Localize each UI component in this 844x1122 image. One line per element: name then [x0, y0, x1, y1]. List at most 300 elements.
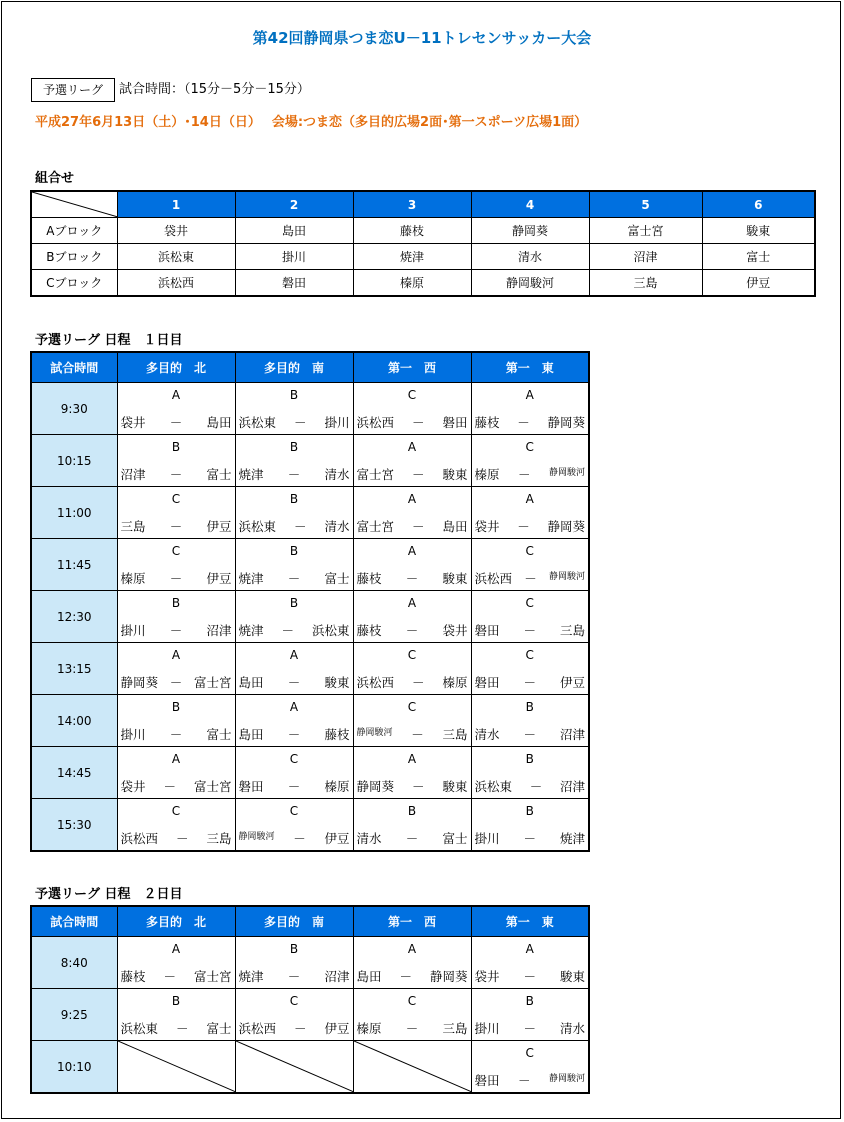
match-block: B: [171, 700, 181, 714]
match-cell: [471, 435, 589, 487]
team-away: 清水: [324, 519, 350, 534]
match-cell: [235, 643, 353, 695]
versus-dash: －: [411, 675, 425, 690]
match-time-cell: 11:45: [31, 539, 117, 591]
versus-dash: －: [405, 1021, 419, 1036]
team-cell: 富士宮: [589, 218, 702, 244]
team-home: 榛原: [120, 571, 146, 586]
team-home: 掛川: [474, 1021, 500, 1036]
schedule-row: [31, 937, 589, 989]
versus-dash: －: [175, 831, 189, 846]
match-cell: [235, 539, 353, 591]
team-home: 袋井: [474, 969, 500, 984]
match-block: C: [525, 440, 534, 454]
team-away: 三島: [206, 831, 232, 846]
team-away: 島田: [206, 415, 232, 430]
match-cell: [353, 989, 471, 1041]
match-cell: [353, 487, 471, 539]
match-block: C: [171, 804, 181, 818]
team-home: 沼津: [120, 467, 146, 482]
versus-dash: －: [169, 675, 183, 690]
match-cell: [117, 539, 235, 591]
team-cell: 駿東: [702, 218, 815, 244]
match-block: C: [407, 648, 417, 662]
match-block: A: [525, 942, 534, 956]
field-header: 多目的 南: [235, 352, 353, 383]
team-home: 藤枝: [356, 571, 382, 586]
match-teams: [121, 621, 232, 639]
match-block: A: [407, 752, 417, 766]
team-home: 浜松西: [120, 831, 159, 846]
match-teams: [239, 673, 350, 691]
versus-dash: －: [293, 519, 307, 534]
versus-dash: －: [163, 969, 176, 984]
match-block: C: [525, 544, 534, 558]
team-home: 富士宮: [356, 467, 395, 482]
match-cell: [353, 643, 471, 695]
match-cell: [471, 1041, 589, 1094]
match-teams: [357, 413, 468, 431]
team-away: 伊豆: [206, 519, 232, 534]
team-home: 磐田: [474, 1073, 500, 1088]
match-cell: [235, 487, 353, 539]
field-header: 多目的 南: [235, 906, 353, 937]
versus-dash: －: [517, 519, 530, 534]
column-header: 3: [353, 191, 471, 218]
match-teams: [121, 569, 232, 587]
match-teams: [121, 413, 232, 431]
versus-dash: －: [287, 467, 301, 482]
time-header: 試合時間: [31, 906, 117, 937]
match-block: B: [525, 752, 534, 766]
match-teams: [121, 517, 232, 535]
team-away: 掛川: [324, 415, 350, 430]
versus-dash: －: [517, 415, 530, 430]
versus-dash: －: [287, 969, 301, 984]
match-cell: [117, 591, 235, 643]
team-away: 沼津: [559, 727, 585, 742]
versus-dash: －: [287, 727, 301, 742]
schedule-row: [31, 435, 589, 487]
match-teams: [357, 777, 468, 795]
match-teams: [357, 829, 468, 847]
team-away: 焼津: [559, 831, 585, 846]
team-cell: 富士: [702, 244, 815, 270]
team-home: 焼津: [238, 623, 264, 638]
field-header: 第一 西: [353, 906, 471, 937]
field-header: 第一 西: [353, 352, 471, 383]
team-away: 浜松東: [311, 623, 350, 638]
match-time-cell: 11:00: [31, 487, 117, 539]
team-home: 掛川: [474, 831, 500, 846]
match-cell: [471, 989, 589, 1041]
team-away: 清水: [324, 467, 350, 482]
match-teams: [357, 517, 468, 535]
match-block: A: [171, 752, 181, 766]
team-cell: 磐田: [235, 270, 353, 297]
team-away: 三島: [442, 727, 468, 742]
team-away: 袋井: [442, 623, 468, 638]
team-home: 静岡駿河: [238, 832, 275, 842]
match-teams: [239, 829, 350, 847]
team-away: 清水: [559, 1021, 585, 1036]
team-cell: 浜松東: [117, 244, 235, 270]
match-block: C: [407, 994, 417, 1008]
team-cell: 焼津: [353, 244, 471, 270]
team-away: 静岡葵: [547, 519, 585, 534]
match-cell: [471, 937, 589, 989]
match-cell: [353, 747, 471, 799]
match-block: A: [171, 388, 181, 402]
schedule-row: [31, 487, 589, 539]
match-teams: [121, 777, 232, 795]
match-block: A: [289, 648, 299, 662]
match-time-cell: 14:00: [31, 695, 117, 747]
match-cell: [353, 383, 471, 435]
match-block: C: [289, 994, 299, 1008]
versus-dash: －: [169, 467, 183, 482]
match-teams: [121, 673, 232, 691]
team-away: 島田: [442, 519, 468, 534]
match-teams: [475, 1019, 586, 1037]
match-teams: [239, 967, 350, 985]
match-teams: [475, 829, 586, 847]
match-teams: [475, 673, 586, 691]
match-teams: [357, 725, 468, 743]
team-away: 富士宮: [193, 675, 232, 690]
combination-row: [31, 244, 815, 270]
match-block: B: [525, 700, 534, 714]
team-home: 焼津: [238, 969, 264, 984]
field-header: 多目的 北: [117, 352, 235, 383]
team-home: 浜松東: [238, 519, 277, 534]
combination-row: [31, 270, 815, 297]
match-cell: [353, 435, 471, 487]
match-cell: [117, 989, 235, 1041]
match-block: B: [289, 596, 299, 610]
team-cell: 清水: [471, 244, 589, 270]
empty-match-cell: [353, 1041, 471, 1094]
team-home: 磐田: [474, 623, 500, 638]
team-away: 沼津: [559, 779, 585, 794]
diagonal-line: [354, 1041, 472, 1092]
block-label: Cブロック: [31, 270, 117, 297]
team-home: 静岡葵: [356, 779, 395, 794]
team-cell: 静岡駿河: [471, 270, 589, 297]
versus-dash: －: [169, 623, 183, 638]
match-block: A: [525, 388, 534, 402]
versus-dash: －: [523, 1021, 536, 1036]
day1-title: 予選リーグ 日程 １日目: [35, 333, 183, 348]
match-block: B: [289, 544, 299, 558]
versus-dash: －: [523, 675, 536, 690]
match-cell: [235, 747, 353, 799]
match-teams: [239, 569, 350, 587]
team-away: 沼津: [206, 623, 232, 638]
versus-dash: －: [405, 623, 419, 638]
team-away: 静岡葵: [429, 969, 468, 984]
schedule-row: [31, 747, 589, 799]
corner-cell: [31, 191, 117, 218]
match-cell: [471, 539, 589, 591]
team-away: 静岡葵: [547, 415, 585, 430]
team-cell: 島田: [235, 218, 353, 244]
combination-table: [30, 190, 816, 297]
team-away: 富士宮: [193, 779, 232, 794]
match-teams: [239, 621, 350, 639]
schedule-row: [31, 695, 589, 747]
combination-header-row: [31, 191, 815, 218]
versus-dash: －: [405, 831, 419, 846]
team-home: 三島: [120, 519, 146, 534]
match-teams: [121, 967, 232, 985]
versus-dash: －: [411, 779, 425, 794]
match-cell: [235, 937, 353, 989]
team-away: 伊豆: [324, 1021, 350, 1036]
empty-match-cell: [235, 1041, 353, 1094]
versus-dash: －: [293, 1021, 307, 1036]
team-away: 駿東: [442, 467, 468, 482]
team-away: 駿東: [442, 571, 468, 586]
team-home: 袋井: [120, 415, 146, 430]
team-home: 静岡駿河: [356, 728, 393, 738]
schedule-row: [31, 383, 589, 435]
match-teams: [239, 725, 350, 743]
match-cell: [471, 591, 589, 643]
match-teams: [121, 465, 232, 483]
day2-title: 予選リーグ 日程 ２日目: [35, 887, 183, 902]
match-time-cell: 9:30: [31, 383, 117, 435]
block-label: Bブロック: [31, 244, 117, 270]
versus-dash: －: [169, 727, 183, 742]
match-block: B: [289, 388, 299, 402]
team-cell: 袋井: [117, 218, 235, 244]
match-block: B: [289, 492, 299, 506]
match-teams: [475, 777, 586, 795]
versus-dash: －: [287, 571, 301, 586]
match-cell: [471, 747, 589, 799]
field-header: 第一 東: [471, 906, 589, 937]
match-teams: [357, 673, 468, 691]
combination-row: [31, 218, 815, 244]
versus-dash: －: [405, 571, 419, 586]
team-away: 伊豆: [206, 571, 232, 586]
date-venue: 平成27年6月13日（土）･14日（日） 会場:つま恋（多目的広場2面･第一スポーツ広場1面）: [35, 115, 588, 130]
match-block: C: [407, 388, 417, 402]
team-away: 富士: [206, 727, 232, 742]
team-home: 焼津: [238, 467, 264, 482]
match-block: A: [525, 492, 534, 506]
team-away: 富士: [324, 571, 350, 586]
match-cell: [235, 591, 353, 643]
match-cell: [235, 695, 353, 747]
empty-match-cell: [117, 1041, 235, 1094]
match-block: C: [407, 700, 417, 714]
page-title: 第42回静岡県つま恋U－11トレセンサッカー大会: [252, 29, 592, 47]
team-away: 榛原: [442, 675, 468, 690]
versus-dash: －: [163, 779, 176, 794]
team-home: 浜松東: [238, 415, 277, 430]
match-teams: [239, 465, 350, 483]
match-teams: [357, 967, 468, 985]
match-teams: [357, 569, 468, 587]
team-away: 富士: [442, 831, 468, 846]
time-header: 試合時間: [31, 352, 117, 383]
schedule-row: [31, 539, 589, 591]
team-away: 藤枝: [324, 727, 350, 742]
match-block: B: [171, 994, 181, 1008]
match-teams: [121, 725, 232, 743]
match-teams: [475, 413, 586, 431]
match-time-cell: 9:25: [31, 989, 117, 1041]
league-label: 予選リーグ: [31, 78, 115, 102]
match-teams: [357, 621, 468, 639]
team-home: 袋井: [120, 779, 146, 794]
schedule-header-row: [31, 906, 589, 937]
team-home: 掛川: [120, 727, 146, 742]
team-away: 富士: [206, 1021, 232, 1036]
team-cell: 藤枝: [353, 218, 471, 244]
match-cell: [471, 383, 589, 435]
team-home: 浜松西: [356, 675, 395, 690]
match-cell: [235, 435, 353, 487]
team-away: 三島: [559, 623, 585, 638]
match-block: B: [171, 440, 181, 454]
match-cell: [471, 487, 589, 539]
match-cell: [353, 695, 471, 747]
versus-dash: －: [411, 467, 425, 482]
versus-dash: －: [287, 779, 301, 794]
match-cell: [235, 383, 353, 435]
team-home: 静岡葵: [120, 675, 159, 690]
match-block: A: [407, 596, 417, 610]
match-block: C: [171, 544, 181, 558]
versus-dash: －: [169, 519, 183, 534]
match-teams: [475, 569, 586, 587]
team-cell: 掛川: [235, 244, 353, 270]
versus-dash: －: [399, 969, 412, 984]
team-home: 清水: [474, 727, 500, 742]
team-cell: 榛原: [353, 270, 471, 297]
team-home: 浜松東: [474, 779, 513, 794]
match-block: A: [407, 440, 417, 454]
team-home: 富士宮: [356, 519, 395, 534]
schedule-header-row: [31, 352, 589, 383]
match-block: C: [525, 596, 534, 610]
match-teams: [239, 517, 350, 535]
match-block: C: [525, 648, 534, 662]
schedule-row: [31, 799, 589, 852]
match-cell: [235, 799, 353, 852]
match-teams: [121, 1019, 232, 1037]
team-away: 伊豆: [559, 675, 585, 690]
team-away: 駿東: [559, 969, 585, 984]
versus-dash: －: [281, 623, 294, 638]
diagonal-line: [118, 1041, 236, 1092]
match-block: A: [407, 544, 417, 558]
versus-dash: －: [175, 1021, 189, 1036]
schedule-row: [31, 643, 589, 695]
match-block: A: [407, 492, 417, 506]
versus-dash: －: [169, 571, 183, 586]
versus-dash: －: [411, 727, 424, 742]
team-home: 島田: [238, 675, 264, 690]
team-away: 静岡駿河: [548, 1074, 585, 1084]
match-cell: [471, 643, 589, 695]
match-cell: [117, 435, 235, 487]
match-teams: [475, 465, 586, 483]
versus-dash: －: [169, 415, 183, 430]
match-time-cell: 8:40: [31, 937, 117, 989]
match-block: A: [289, 700, 299, 714]
versus-dash: －: [529, 779, 543, 794]
schedule-row: [31, 989, 589, 1041]
team-home: 磐田: [238, 779, 264, 794]
match-teams: [475, 621, 586, 639]
versus-dash: －: [517, 1073, 531, 1088]
team-away: 磐田: [442, 415, 468, 430]
diagonal-line: [32, 192, 118, 217]
match-block: B: [525, 804, 534, 818]
team-home: 藤枝: [356, 623, 382, 638]
match-cell: [471, 695, 589, 747]
team-home: 掛川: [120, 623, 146, 638]
versus-dash: －: [411, 519, 425, 534]
team-home: 島田: [356, 969, 382, 984]
match-teams: [121, 829, 232, 847]
versus-dash: －: [411, 415, 425, 430]
match-cell: [117, 937, 235, 989]
match-block: B: [407, 804, 417, 818]
team-away: 三島: [442, 1021, 468, 1036]
match-time-cell: 10:10: [31, 1041, 117, 1094]
match-time-cell: 10:15: [31, 435, 117, 487]
match-block: C: [171, 492, 181, 506]
team-home: 藤枝: [120, 969, 146, 984]
match-teams: [475, 517, 586, 535]
versus-dash: －: [517, 467, 531, 482]
match-teams: [239, 1019, 350, 1037]
match-cell: [353, 937, 471, 989]
match-block: B: [171, 596, 181, 610]
match-cell: [117, 747, 235, 799]
team-away: 富士宮: [193, 969, 232, 984]
match-block: B: [525, 994, 534, 1008]
match-cell: [117, 799, 235, 852]
versus-dash: －: [293, 831, 306, 846]
team-home: 浜松東: [120, 1021, 159, 1036]
team-away: 静岡駿河: [548, 468, 585, 478]
match-teams: [475, 967, 586, 985]
field-header: 第一 東: [471, 352, 589, 383]
match-block: A: [171, 942, 181, 956]
match-time-cell: 15:30: [31, 799, 117, 852]
match-block: B: [289, 942, 299, 956]
versus-dash: －: [524, 571, 537, 586]
team-home: 榛原: [356, 1021, 382, 1036]
match-block: C: [525, 1046, 534, 1060]
match-block: A: [407, 942, 417, 956]
team-away: 駿東: [442, 779, 468, 794]
schedule-row: [31, 591, 589, 643]
team-home: 浜松西: [474, 571, 513, 586]
team-home: 浜松西: [356, 415, 395, 430]
team-home: 浜松西: [238, 1021, 277, 1036]
column-header: 6: [702, 191, 815, 218]
match-teams: [357, 1019, 468, 1037]
match-cell: [471, 799, 589, 852]
match-cell: [117, 487, 235, 539]
